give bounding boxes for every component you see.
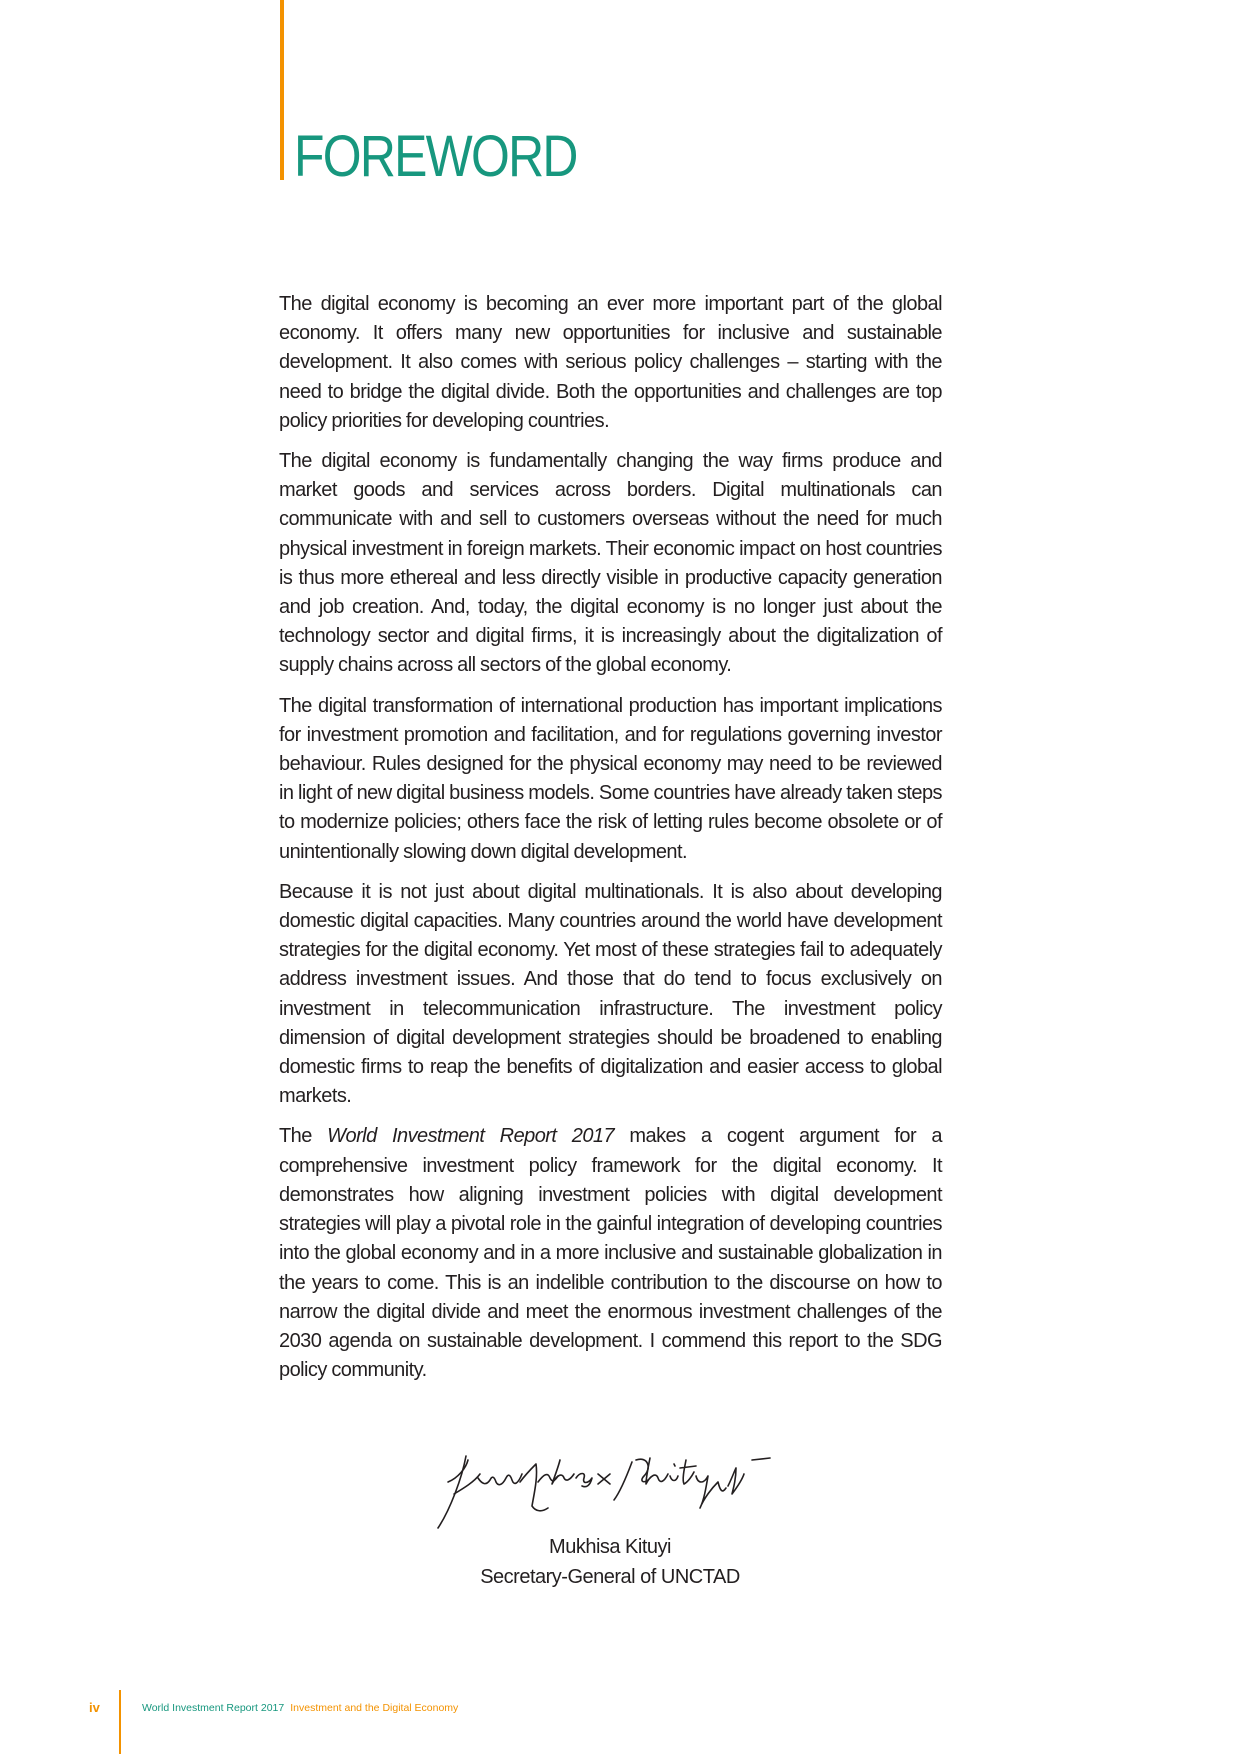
handwritten-signature — [436, 1438, 788, 1540]
signatory-name: Mukhisa Kituyi — [549, 1536, 671, 1558]
paragraph-3: The digital transformation of international production has important implications for investment promotion and facilitation, and for regulations governing investor behaviour. Rules designed for the physical economy may need to be reviewed in light of new digital business models. Some countries have already taken steps to modernize policies; others face the risk of letting rules become obsolete or of unintentionally slowing down digital development. — [279, 694, 942, 863]
page-footer — [0, 1690, 1240, 1754]
paragraph-5 — [279, 1122, 942, 1385]
paragraph-2: The digital economy is fundamentally changing the way firms produce and market goods and services across borders. Digital multinationals can communicate with and sell to customers overseas without the need for much physical investment in foreign markets. Their economic impact on host countries is thus more ethereal and less directly visible in productive capacity generation and job creation. And, today, the digital economy is no longer just about the technology sector and digital firms, it is increasingly about the digitalization of supply chains across all sectors of the global economy. — [279, 450, 942, 677]
footer-divider — [119, 1690, 121, 1754]
paragraph-5-prefix: The — [279, 1125, 328, 1148]
title-accent-bar — [280, 0, 284, 180]
paragraph-1: The digital economy is becoming an ever more important part of the global economy. It offers many new opportunities for inclusive and sustainable development. It also comes with serious policy challenges – starting with the need to bridge the digital divide. Both the opportunities and challenges are top policy priorities for developing countries. — [279, 293, 942, 432]
footer-running-title — [142, 1702, 458, 1714]
foreword-body — [279, 290, 942, 1396]
paragraph-4: Because it is not just about digital multinationals. It is also about developing domestic digital capacities. Many countries around the world have development strategies for the digital economy. Yet most of these strategies fail to adequately address investment issues. And those that do tend to focus exclusively on investment in telecommunication infrastructure. The investment policy dimension of digital development strategies should be broadened to enabling domestic firms to reap the benefits of digitalization and easier access to global markets. — [279, 880, 942, 1108]
page-title: FOREWORD — [294, 124, 577, 189]
footer-report-subtitle: Investment and the Digital Economy — [290, 1702, 459, 1714]
signatory-role: Secretary-General of UNCTAD — [480, 1566, 740, 1588]
footer-report-title: World Investment Report 2017 — [142, 1702, 285, 1714]
signatory-block — [450, 1532, 770, 1592]
page-number: iv — [89, 1700, 100, 1715]
report-title-italic: World Investment Report 2017 — [327, 1125, 615, 1148]
paragraph-5-rest: makes a cogent argument for a comprehensive investment policy framework for the digital economy. It demonstrates how aligning investment policies with digital development strategies will play a pivotal role in the gainful integration of developing countries into the global economy and in a more inclusive and sustainable globalization in the years to come. This is an indelible contribution to the discourse on how to narrow the digital divide and meet the enormous investment challenges of the 2030 agenda on sustainable development. I commend this report to the SDG policy community. — [279, 1125, 943, 1382]
